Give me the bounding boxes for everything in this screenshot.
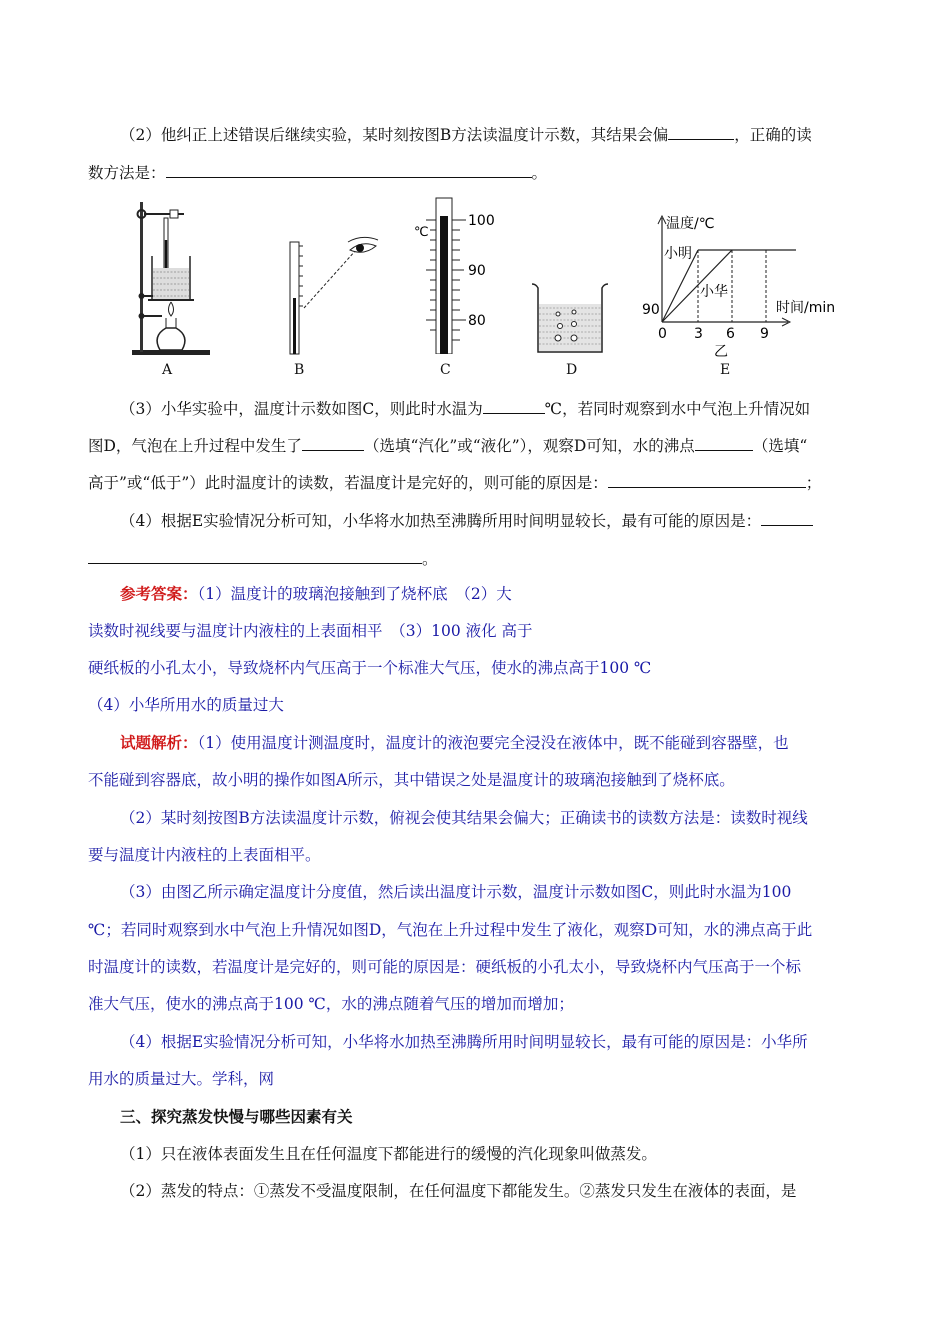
answer-blank[interactable] <box>668 124 734 140</box>
figure-label-c: C <box>440 362 451 378</box>
figure-label-b: B <box>294 362 305 378</box>
analysis-p2-line-2: 要与温度计内液柱的上表面相平。 <box>88 846 321 864</box>
q2-line-1: （2）他纠正上述错误后继续实验，某时刻按图B方法读温度计示数，其结果会偏 ，正确的读 <box>120 126 812 144</box>
answer-label: 参考答案： <box>120 584 198 603</box>
x-tick-6: 6 <box>726 326 735 342</box>
analysis-label: 试题解析： <box>120 733 198 752</box>
graph-caption: 乙 <box>714 344 728 358</box>
figure-b-reading-method <box>286 236 382 358</box>
section-3-title: 三、探究蒸发快慢与哪些因素有关 <box>120 1107 353 1126</box>
tick-label-100: 100 <box>468 213 495 229</box>
analysis-p3-line-2: ℃；若同时观察到水中气泡上升情况如图D，气泡在上升过程中发生了液化，观察D可知，水的沸点高于此 <box>88 921 813 939</box>
analysis-p3-line-3: 时温度计的读数，若温度计是完好的，则可能的原因是：硬纸板的小孔太小，导致烧杯内气压高于一个标 <box>88 958 802 976</box>
answer-line-4: （4）小华所用水的质量过大 <box>88 696 284 714</box>
analysis-p1-line-2: 不能碰到容器底，故小明的操作如图A所示，其中错误之处是温度计的玻璃泡接触到了烧杯底。 <box>88 771 735 789</box>
analysis-p2-line-1: （2）某时刻按图B方法读温度计示数，俯视会使其结果会偏大；正确读书的读数方法是：读数时视线 <box>120 809 808 827</box>
q4-line-1: （4）根据E实验情况分析可知，小华将水加热至沸腾所用时间明显较长，最有可能的原因是： <box>120 510 860 531</box>
x-tick-9: 9 <box>760 326 769 342</box>
figure-strip <box>88 190 860 380</box>
figure-label-a: A <box>162 362 173 378</box>
origin-label: 0 <box>658 326 667 342</box>
series-label-xiaoming: 小明 <box>664 246 692 262</box>
y-axis-label: 温度/℃ <box>666 216 715 232</box>
x-tick-3: 3 <box>694 326 703 342</box>
figure-label-d: D <box>566 362 578 378</box>
series-label-xiaohua: 小华 <box>700 284 728 300</box>
answer-line-3: 硬纸板的小孔太小，导致烧杯内气压高于一个标准大气压，使水的沸点高于100 ℃ <box>88 659 652 677</box>
y-start-label: 90 <box>642 302 660 318</box>
section-3-line-2: （2）蒸发的特点：①蒸发不受温度限制，在任何温度下都能发生。②蒸发只发生在液体的表面，是 <box>120 1182 797 1200</box>
analysis-p1-line-1: 试题解析：（1）使用温度计测温度时，温度计的液泡要完全浸没在液体中，既不能碰到容器壁，也 <box>120 733 789 752</box>
q3-line-2: 图D，气泡在上升过程中发生了 （选填“汽化”或“液化”），观察D可知，水的沸点 （选填“ <box>88 437 808 455</box>
analysis-p3-line-4: 准大气压，使水的沸点高于100 ℃，水的沸点随着气压的增加而增加； <box>88 995 574 1013</box>
answer-line-2: 读数时视线要与温度计内液柱的上表面相平 （3）100 液化 高于 <box>88 622 533 640</box>
answer-blank[interactable] <box>88 548 422 564</box>
answer-line-1: 参考答案：（1）温度计的玻璃泡接触到了烧杯底 （2）大 <box>120 584 512 603</box>
x-axis-label: 时间/min <box>776 300 836 316</box>
q4-line-2: 。 <box>88 548 860 569</box>
figure-label-e: E <box>720 362 731 378</box>
q3-line-3: 高于”或“低于”）此时温度计的读数，若温度计是完好的，则可能的原因是： ； <box>88 474 822 492</box>
analysis-p4-line-2: 用水的质量过大。学科，网 <box>88 1070 275 1088</box>
thermometer-unit: ℃ <box>414 225 429 240</box>
answer-blank[interactable] <box>608 472 806 488</box>
answer-blank[interactable] <box>302 435 364 451</box>
tick-label-90: 90 <box>468 263 486 279</box>
answer-blank[interactable] <box>761 510 813 526</box>
figure-e-graph <box>636 210 860 358</box>
figure-d-beaker-bubbles <box>528 278 610 358</box>
q2-line-2: 数方法是： 。 <box>88 164 548 182</box>
answer-blank[interactable] <box>483 398 545 414</box>
analysis-p3-line-1: （3）由图乙所示确定温度计分度值，然后读出温度计示数，温度计示数如图C，则此时水温为100 <box>120 883 792 901</box>
figure-c-thermometer <box>406 194 516 354</box>
answer-blank[interactable] <box>695 435 753 451</box>
figure-a-apparatus <box>126 200 216 358</box>
q3-line-1: （3）小华实验中，温度计示数如图C，则此时水温为 ℃，若同时观察到水中气泡上升情况如 <box>120 400 811 418</box>
section-3-line-1: （1）只在液体表面发生且在任何温度下都能进行的缓慢的汽化现象叫做蒸发。 <box>120 1145 657 1163</box>
tick-label-80: 80 <box>468 313 486 329</box>
analysis-p4-line-1: （4）根据E实验情况分析可知，小华将水加热至沸腾所用时间明显较长，最有可能的原因是：小华所 <box>120 1033 808 1051</box>
answer-blank[interactable] <box>166 162 532 178</box>
